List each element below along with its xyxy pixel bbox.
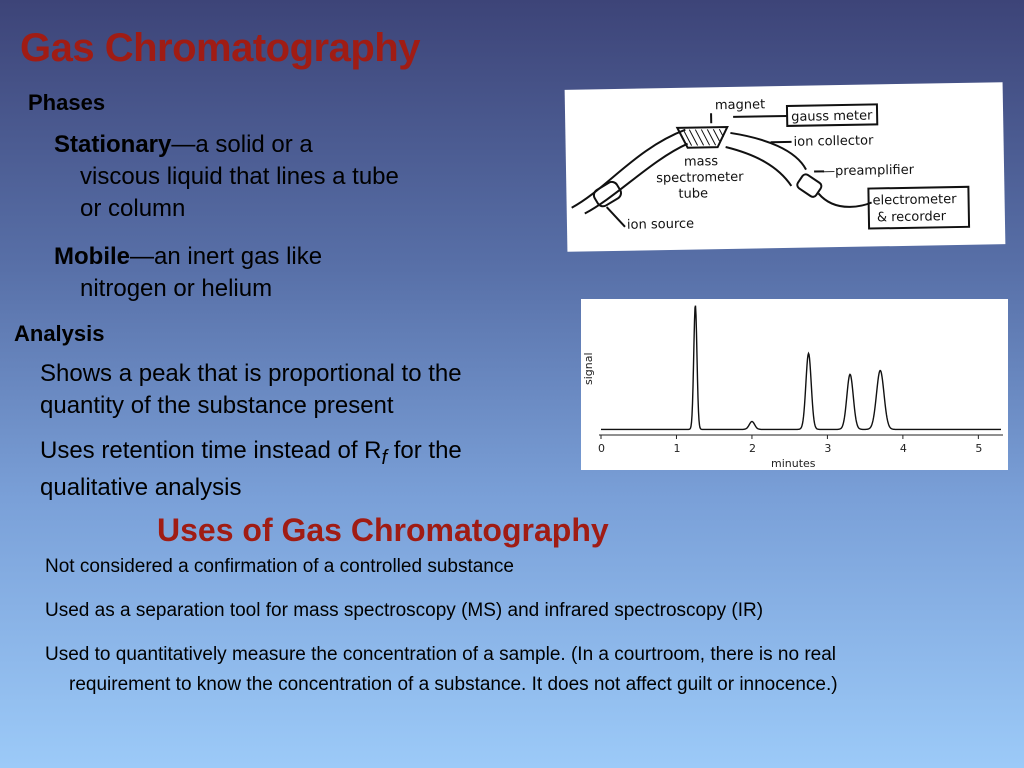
chromatogram-svg — [581, 299, 1008, 470]
mobile-label: Mobile — [54, 243, 130, 270]
stationary-line2: viscous liquid that lines a tube — [80, 163, 399, 190]
mass-spectrometer-diagram — [565, 82, 1006, 252]
slide-title: Gas Chromatography — [20, 26, 420, 70]
spectrometer-label: spectrometer — [656, 169, 744, 187]
uses-item-3-line1: Used to quantitatively measure the concentration of a sample. (In a courtroom, there is no real — [45, 644, 837, 665]
x-tick-label: 5 — [975, 442, 983, 455]
magnet-hatching — [683, 129, 723, 146]
chromatogram-chart — [581, 299, 1008, 470]
gauss-leader — [733, 116, 787, 117]
x-tick-label: 3 — [824, 442, 832, 455]
mobile-phase-text — [54, 241, 474, 305]
stationary-label: Stationary — [54, 131, 172, 158]
wire-to-recorder — [818, 192, 871, 207]
analysis-item-retention — [40, 436, 560, 503]
analysis-heading: Analysis — [14, 321, 105, 346]
tube-outer-left — [570, 130, 686, 208]
magnet-label: magnet — [714, 97, 766, 114]
ion-source-capsule — [592, 180, 624, 209]
x-tick-label: 4 — [899, 442, 907, 455]
uses-item-3-line2: requirement to know the concentration of a substance. It does not affect guilt or innocence.) — [69, 674, 838, 695]
mass-label: mass — [683, 154, 719, 170]
y-axis-label: signal — [582, 352, 595, 385]
mass-spectrometer-svg — [565, 82, 1006, 252]
analysis-item2-pre: Uses retention time instead of R — [40, 437, 382, 464]
uses-heading: Uses of Gas Chromatography — [157, 512, 609, 548]
analysis-item-peak — [40, 358, 560, 422]
mobile-line2: nitrogen or helium — [80, 275, 273, 302]
x-tick-label: 2 — [748, 442, 756, 455]
ion-source-leader — [607, 207, 625, 227]
stationary-line3: or column — [80, 195, 186, 222]
uses-item-3 — [45, 640, 1005, 700]
x-tick-label: 1 — [673, 442, 681, 455]
rf-subscript: f — [381, 446, 388, 469]
recorder-label: & recorder — [876, 209, 947, 226]
analysis-item2-line2: qualitative analysis — [40, 473, 242, 501]
preamplifier-label: —preamplifier — [821, 162, 915, 180]
analysis-item2-post: for the — [387, 437, 462, 464]
x-axis-label: minutes — [771, 457, 816, 470]
ion-source-label: ion source — [626, 216, 695, 233]
tube-label: tube — [678, 186, 709, 202]
ion-collector-label: ion collector — [793, 133, 874, 150]
stationary-line1: —a solid or a — [171, 131, 313, 158]
stationary-phase-text — [54, 129, 474, 225]
mobile-line1: —an inert gas like — [130, 243, 323, 270]
analysis-item1-line1: Shows a peak that is proportional to the — [40, 360, 462, 387]
signal-trace — [601, 306, 1001, 430]
electrometer-label: electrometer — [872, 192, 957, 209]
gauss-meter-label: gauss meter — [791, 108, 873, 125]
x-tick-label: 0 — [598, 442, 605, 455]
analysis-item1-line2: quantity of the substance present — [40, 392, 394, 419]
uses-item-2: Used as a separation tool for mass spectroscopy (MS) and infrared spectroscopy (IR) — [45, 600, 764, 621]
phases-heading: Phases — [28, 90, 106, 115]
uses-item-1: Not considered a confirmation of a controlled substance — [45, 556, 514, 577]
